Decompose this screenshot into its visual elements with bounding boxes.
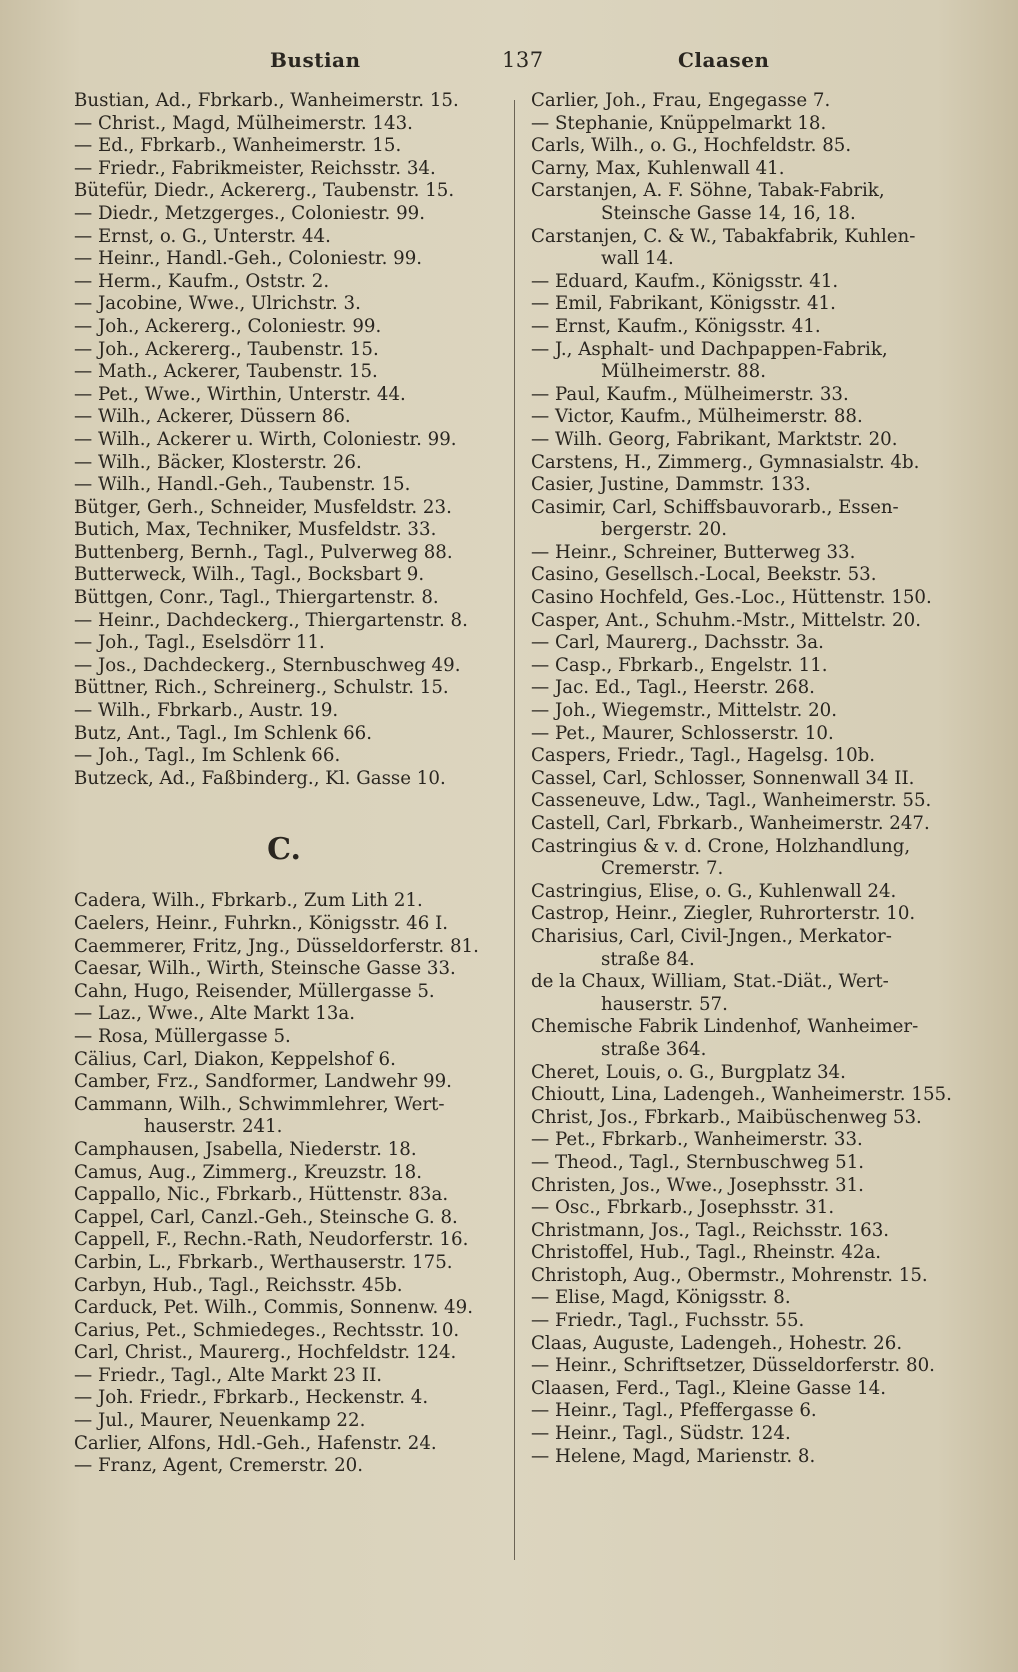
directory-entry: Butterweck, Wilh., Tagl., Bocksbart 9.: [74, 564, 425, 586]
directory-entry-continuation: hauserstr. 57.: [601, 993, 728, 1015]
directory-entry: Carlier, Joh., Frau, Engegasse 7.: [531, 90, 831, 111]
directory-entry: Bustian, Ad., Fbrkarb., Wanheimerstr. 15.: [74, 90, 459, 111]
directory-entry: — Wilh., Ackerer, Düssern 86.: [74, 406, 351, 428]
directory-entry: — Heinr., Dachdeckerg., Thiergartenstr. 8.: [74, 609, 468, 631]
directory-entry: — Herm., Kaufm., Oststr. 2.: [74, 270, 330, 292]
directory-entry: — Joh., Wiegemstr., Mittelstr. 20.: [531, 700, 838, 722]
directory-entry: Cammann, Wilh., Schwimmlehrer, Wert-: [74, 1093, 445, 1115]
directory-entry: Castringius & v. d. Crone, Holzhandlung,: [531, 835, 911, 857]
directory-entry: Castell, Carl, Fbrkarb., Wanheimerstr. 247.: [531, 813, 930, 834]
directory-entry: Carbin, L., Fbrkarb., Werthauserstr. 175.: [74, 1251, 453, 1273]
directory-entry-continuation: hauserstr. 241.: [144, 1116, 283, 1138]
directory-entry: — Wilh., Ackerer u. Wirth, Coloniestr. 99.: [74, 428, 457, 450]
directory-entry: Carius, Pet., Schmiedeges., Rechtsstr. 10.: [74, 1319, 460, 1341]
directory-entry: — Carl, Maurerg., Dachsstr. 3a.: [531, 632, 824, 654]
directory-entry: Carls, Wilh., o. G., Hochfeldstr. 85.: [531, 135, 852, 157]
directory-entry: — Emil, Fabrikant, Königsstr. 41.: [531, 293, 836, 315]
directory-entry: — Laz., Wwe., Alte Markt 13a.: [74, 1003, 356, 1025]
directory-entry: — Elise, Magd, Königsstr. 8.: [531, 1287, 791, 1309]
directory-entry: Caspers, Friedr., Tagl., Hagelsg. 10b.: [531, 745, 876, 767]
column-divider: [514, 100, 515, 1560]
directory-entry: Claas, Auguste, Ladengeh., Hohestr. 26.: [531, 1332, 903, 1354]
directory-entry: Caesar, Wilh., Wirth, Steinsche Gasse 33.: [74, 958, 456, 980]
directory-entry: Carstens, H., Zimmerg., Gymnasialstr. 4b.: [531, 451, 920, 473]
directory-entry: Cadera, Wilh., Fbrkarb., Zum Lith 21.: [74, 890, 423, 912]
directory-entry: Cappallo, Nic., Fbrkarb., Hüttenstr. 83a.: [74, 1184, 449, 1206]
directory-entry: — Paul, Kaufm., Mülheimerstr. 33.: [531, 383, 849, 405]
directory-entry: Casseneuve, Ldw., Tagl., Wanheimerstr. 55.: [531, 790, 932, 812]
directory-entry-continuation: straße 364.: [601, 1038, 707, 1060]
directory-entry: Carduck, Pet. Wilh., Commis, Sonnenw. 49.: [74, 1297, 473, 1319]
directory-entry: Camphausen, Jsabella, Niederstr. 18.: [74, 1138, 417, 1160]
directory-entry: — Christ., Magd, Mülheimerstr. 143.: [74, 112, 413, 134]
header-left-word: Bustian: [270, 48, 361, 72]
directory-entry: Cahn, Hugo, Reisender, Müllergasse 5.: [74, 980, 435, 1002]
directory-entry: — Wilh., Bäcker, Klosterstr. 26.: [74, 451, 362, 473]
directory-entry: Carstanjen, C. & W., Tabakfabrik, Kuhlen-: [531, 225, 916, 247]
directory-entry: Butich, Max, Techniker, Musfeldstr. 33.: [74, 519, 437, 541]
directory-entry: — Heinr., Tagl., Pfeffergasse 6.: [531, 1400, 817, 1422]
directory-entry: — Heinr., Tagl., Südstr. 124.: [531, 1423, 791, 1445]
directory-entry: Carl, Christ., Maurerg., Hochfeldstr. 124.: [74, 1342, 457, 1364]
directory-entry-continuation: bergerstr. 20.: [601, 519, 728, 541]
directory-entry: Carlier, Alfons, Hdl.-Geh., Hafenstr. 24.: [74, 1432, 437, 1454]
directory-entry: Büttner, Rich., Schreinerg., Schulstr. 15.: [74, 677, 449, 699]
directory-entry: Claasen, Ferd., Tagl., Kleine Gasse 14.: [531, 1377, 886, 1399]
directory-entry: — Wilh. Georg, Fabrikant, Marktstr. 20.: [531, 428, 898, 450]
directory-entry-continuation: Cremerstr. 7.: [601, 858, 724, 880]
directory-entry: Casper, Ant., Schuhm.-Mstr., Mittelstr. 20.: [531, 609, 921, 631]
directory-entry: — Casp., Fbrkarb., Engelstr. 11.: [531, 654, 828, 676]
directory-entry: Cappel, Carl, Canzl.-Geh., Steinsche G. 8.: [74, 1206, 458, 1228]
left-column: [74, 90, 504, 1478]
directory-entry: Castrop, Heinr., Ziegler, Ruhrorterstr. 10.: [531, 903, 916, 925]
directory-entry: — Stephanie, Knüppelmarkt 18.: [531, 112, 827, 134]
directory-entry: — Joh., Ackererg., Taubenstr. 15.: [74, 338, 379, 360]
directory-entry: — Friedr., Fabrikmeister, Reichsstr. 34.: [74, 157, 436, 179]
directory-entry: — Heinr., Handl.-Geh., Coloniestr. 99.: [74, 248, 423, 270]
directory-entry: Buttenberg, Bernh., Tagl., Pulverweg 88.: [74, 541, 453, 563]
directory-entry: Christoph, Aug., Obermstr., Mohrenstr. 15.: [531, 1264, 928, 1286]
directory-entry: Camber, Frz., Sandformer, Landwehr 99.: [74, 1071, 452, 1093]
directory-entry: — Joh., Tagl., Eselsdörr 11.: [74, 632, 325, 654]
directory-entry: — Ed., Fbrkarb., Wanheimerstr. 15.: [74, 135, 402, 157]
directory-entry: Büttgen, Conr., Tagl., Thiergartenstr. 8.: [74, 587, 439, 609]
directory-entry: — Jul., Maurer, Neuenkamp 22.: [74, 1410, 366, 1432]
directory-entry: Chioutt, Lina, Ladengeh., Wanheimerstr. 155.: [531, 1084, 952, 1106]
directory-entry: — Jac. Ed., Tagl., Heerstr. 268.: [531, 677, 815, 699]
directory-entry: Cassel, Carl, Schlosser, Sonnenwall 34 II.: [531, 767, 915, 789]
directory-entry: — Jacobine, Wwe., Ulrichstr. 3.: [74, 293, 361, 315]
directory-entry: — Heinr., Schriftsetzer, Düsseldorferstr. 80.: [531, 1355, 935, 1377]
directory-entry-continuation: wall 14.: [601, 248, 674, 270]
directory-entry: — Joh. Friedr., Fbrkarb., Heckenstr. 4.: [74, 1387, 429, 1409]
directory-entry: Cälius, Carl, Diakon, Keppelshof 6.: [74, 1048, 396, 1070]
directory-entry: Casier, Justine, Dammstr. 133.: [531, 474, 811, 496]
directory-entry: — Theod., Tagl., Sternbuschweg 51.: [531, 1151, 865, 1173]
directory-entry: — Friedr., Tagl., Fuchsstr. 55.: [531, 1310, 805, 1332]
section-letter-heading: C.: [267, 832, 301, 868]
directory-entry: — Friedr., Tagl., Alte Markt 23 II.: [74, 1364, 383, 1386]
directory-entry: — Math., Ackerer, Taubenstr. 15.: [74, 361, 378, 383]
directory-entry: — Pet., Wwe., Wirthin, Unterstr. 44.: [74, 383, 406, 405]
directory-entry: Bütefür, Diedr., Ackererg., Taubenstr. 15.: [74, 180, 455, 202]
directory-entry: — Wilh., Handl.-Geh., Taubenstr. 15.: [74, 474, 411, 496]
directory-entry: Casino, Gesellsch.-Local, Beekstr. 53.: [531, 564, 877, 586]
directory-entry: — J., Asphalt- und Dachpappen-Fabrik,: [531, 338, 888, 360]
directory-entry: Casimir, Carl, Schiffsbauvorarb., Essen-: [531, 496, 899, 518]
directory-entry: Carbyn, Hub., Tagl., Reichsstr. 45b.: [74, 1274, 403, 1296]
directory-entry: — Joh., Tagl., Im Schlenk 66.: [74, 745, 341, 767]
directory-entry-continuation: Mülheimerstr. 88.: [601, 361, 766, 383]
directory-entry: Caemmerer, Fritz, Jng., Düsseldorferstr. 81.: [74, 935, 479, 957]
directory-entry: Cheret, Louis, o. G., Burgplatz 34.: [531, 1061, 846, 1083]
directory-entry: Christoffel, Hub., Tagl., Rheinstr. 42a.: [531, 1242, 882, 1264]
directory-entry: — Joh., Ackererg., Coloniestr. 99.: [74, 315, 382, 337]
directory-entry: — Helene, Magd, Marienstr. 8.: [531, 1445, 816, 1467]
page-number: 137: [502, 48, 544, 72]
directory-entry: Charisius, Carl, Civil-Jngen., Merkator-: [531, 925, 892, 947]
directory-entry-continuation: straße 84.: [601, 948, 695, 970]
directory-entry: Castringius, Elise, o. G., Kuhlenwall 24.: [531, 880, 897, 902]
directory-entry: Christmann, Jos., Tagl., Reichsstr. 163.: [531, 1219, 890, 1241]
header-right-word: Claasen: [678, 48, 770, 72]
directory-entry: Chemische Fabrik Lindenhof, Wanheimer-: [531, 1016, 919, 1038]
directory-entry: Butzeck, Ad., Faßbinderg., Kl. Gasse 10.: [74, 767, 446, 789]
directory-entry: Bütger, Gerh., Schneider, Musfeldstr. 23.: [74, 496, 452, 518]
directory-entry: — Jos., Dachdeckerg., Sternbuschweg 49.: [74, 654, 461, 676]
directory-entry: Carny, Max, Kuhlenwall 41.: [531, 157, 785, 179]
directory-entry: — Ernst, o. G., Unterstr. 44.: [74, 225, 331, 247]
directory-entry: — Rosa, Müllergasse 5.: [74, 1025, 291, 1047]
directory-entry: Caelers, Heinr., Fuhrkn., Königsstr. 46 I.: [74, 913, 449, 934]
page-header: [70, 48, 970, 88]
directory-entry: — Heinr., Schreiner, Butterweg 33.: [531, 541, 856, 563]
directory-entry: Butz, Ant., Tagl., Im Schlenk 66.: [74, 722, 372, 744]
directory-entry: — Pet., Fbrkarb., Wanheimerstr. 33.: [531, 1129, 863, 1151]
directory-entry: — Diedr., Metzgerges., Coloniestr. 99.: [74, 202, 426, 224]
right-column: [531, 90, 1001, 1468]
directory-entry: Cappell, F., Rechn.-Rath, Neudorferstr. 16.: [74, 1229, 469, 1251]
directory-entry: Christen, Jos., Wwe., Josephsstr. 31.: [531, 1174, 864, 1196]
directory-entry: Casino Hochfeld, Ges.-Loc., Hüttenstr. 150.: [531, 587, 932, 609]
directory-entry: Carstanjen, A. F. Söhne, Tabak-Fabrik,: [531, 180, 885, 202]
directory-entry: — Eduard, Kaufm., Königsstr. 41.: [531, 270, 839, 292]
directory-entry: de la Chaux, William, Stat.-Diät., Wert-: [531, 971, 889, 993]
directory-entry: — Victor, Kaufm., Mülheimerstr. 88.: [531, 406, 863, 428]
directory-entry: Christ, Jos., Fbrkarb., Maibüschenweg 53.: [531, 1106, 922, 1128]
directory-entry-continuation: Steinsche Gasse 14, 16, 18.: [601, 202, 856, 224]
directory-entry: Camus, Aug., Zimmerg., Kreuzstr. 18.: [74, 1161, 423, 1183]
directory-entry: — Franz, Agent, Cremerstr. 20.: [74, 1455, 364, 1477]
directory-entry: — Ernst, Kaufm., Königsstr. 41.: [531, 315, 821, 337]
directory-entry: — Pet., Maurer, Schlosserstr. 10.: [531, 722, 834, 744]
directory-entry: — Wilh., Fbrkarb., Austr. 19.: [74, 700, 339, 722]
directory-entry: — Osc., Fbrkarb., Josephsstr. 31.: [531, 1197, 835, 1219]
